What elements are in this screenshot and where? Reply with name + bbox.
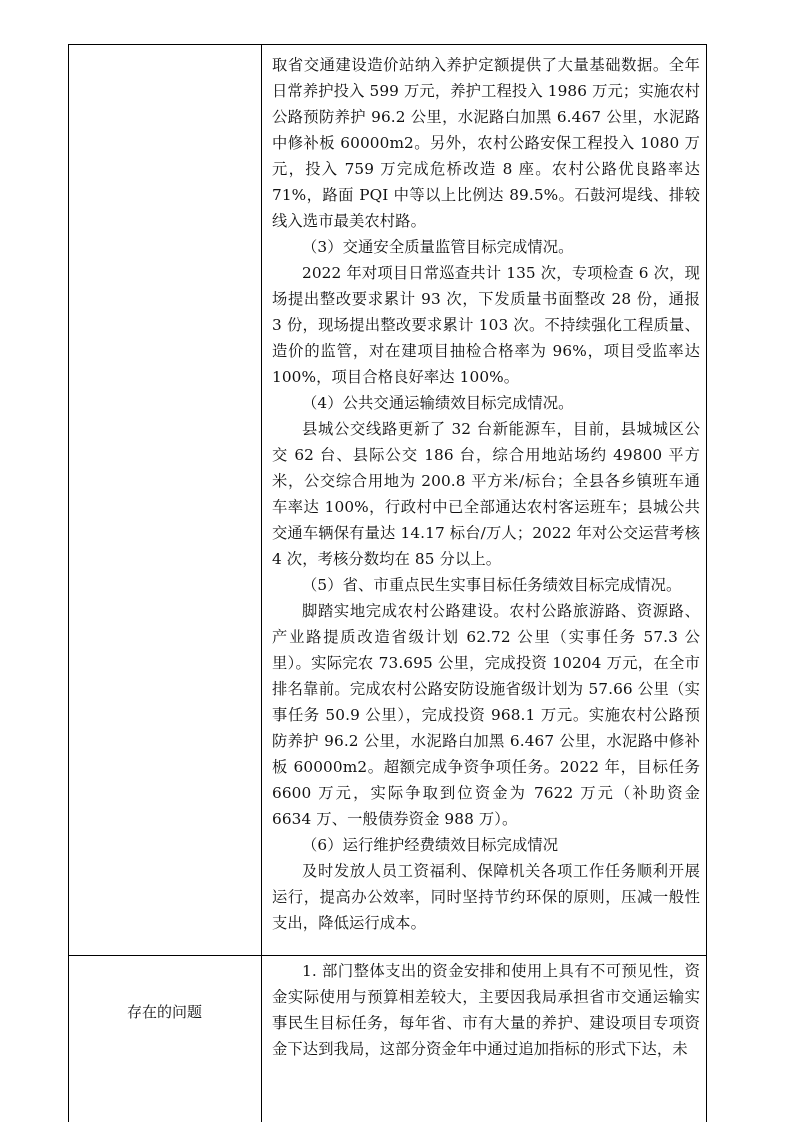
paragraph-livelihood-tasks: 脚踏实地完成农村公路建设。农村公路旅游路、资源路、产业路提质改造省级计划 62.72 公里（实事任务 57.3 公里）。实际完农 73.695 公里，完成投资 10204 万元，在全市排名靠前。完成农村公路安防设施省级计划为 57.66 公里（实事任务 50.9 公里），完成投资 968.1 万元。实施农村公路预防养护 96.2 公里，水泥路白加黑 6.467 公里，水泥路中修补板 60000m2。超额完成争资争项任务。2022 年，目标任务 6600 万元，实际争取到位资金为 7622 万元（补助资金 6634 万、一般债券资金 988 万）。 xyxy=(272,602,700,828)
table-column-divider xyxy=(261,44,262,1122)
table-left-border xyxy=(68,44,69,1122)
heading-public-transport: （4）公共交通运输绩效目标完成情况。 xyxy=(302,394,574,412)
paragraph-operation-funds: 及时发放人员工资福利、保障机关各项工作任务顺利开展运行，提高办公效率，同时坚持节约环保的原则，压减一般性支出，降低运行成本。 xyxy=(272,862,700,932)
heading-safety-quality: （3）交通安全质量监管目标完成情况。 xyxy=(302,238,574,256)
paragraph-maintenance-summary: 取省交通建设造价站纳入养护定额提供了大量基础数据。全年日常养护投入 599 万元，养护工程投入 1986 万元；实施农村公路预防养护 96.2 公里，水泥路白加黑 6.467 公里，水泥路中修补板 60000m2。另外，农村公路安保工程投入 1080 万元，投入 759 万完成危桥改造 8 座。农村公路优良路率达 71%，路面 PQI 中等以上比例达 89.5%。石鼓河堤线、排较线入选市最美农村路。 xyxy=(272,56,700,230)
row-label-problems: 存在的问题 xyxy=(126,1003,202,1021)
paragraph-public-transport: 县城公交线路更新了 32 台新能源车，目前，县城城区公交 62 台、县际公交 186 台，综合用地站场约 49800 平方米，公交综合用地为 200.8 平方米/标台；全县各乡镇班车通车率达 100%，行政村中已全部通达农村客运班车；县城公共交通车辆保有量达 14.17 标台/万人；2022 年对公交运营考核 4 次，考核分数均在 85 分以上。 xyxy=(272,420,700,568)
table-right-border xyxy=(706,44,707,1122)
table-row-divider xyxy=(68,955,707,956)
paragraph-problems: 1. 部门整体支出的资金安排和使用上具有不可预见性，资金实际使用与预算相差较大，主要因我局承担省市交通运输实事民生目标任务，每年省、市有大量的养护、建设项目专项资金下达到我局，这部分资金年中通过追加指标的形式下达，未 xyxy=(272,962,700,1058)
problems-content xyxy=(272,958,700,1062)
heading-livelihood-tasks: （5）省、市重点民生实事目标任务绩效目标完成情况。 xyxy=(302,576,682,594)
table-top-border xyxy=(68,44,707,45)
heading-operation-funds: （6）运行维护经费绩效目标完成情况 xyxy=(302,836,559,854)
paragraph-safety-quality: 2022 年对项目日常巡查共计 135 次，专项检查 6 次，现场提出整改要求累计 93 次，下发质量书面整改 28 份，通报 3 份，现场提出整改要求累计 103 次。不持续强化工程质量、造价的监管，对在建项目抽检合格率为 96%，项目受监率达 100%，项目合格良好率达 100%。 xyxy=(272,264,700,386)
performance-content xyxy=(272,52,700,936)
